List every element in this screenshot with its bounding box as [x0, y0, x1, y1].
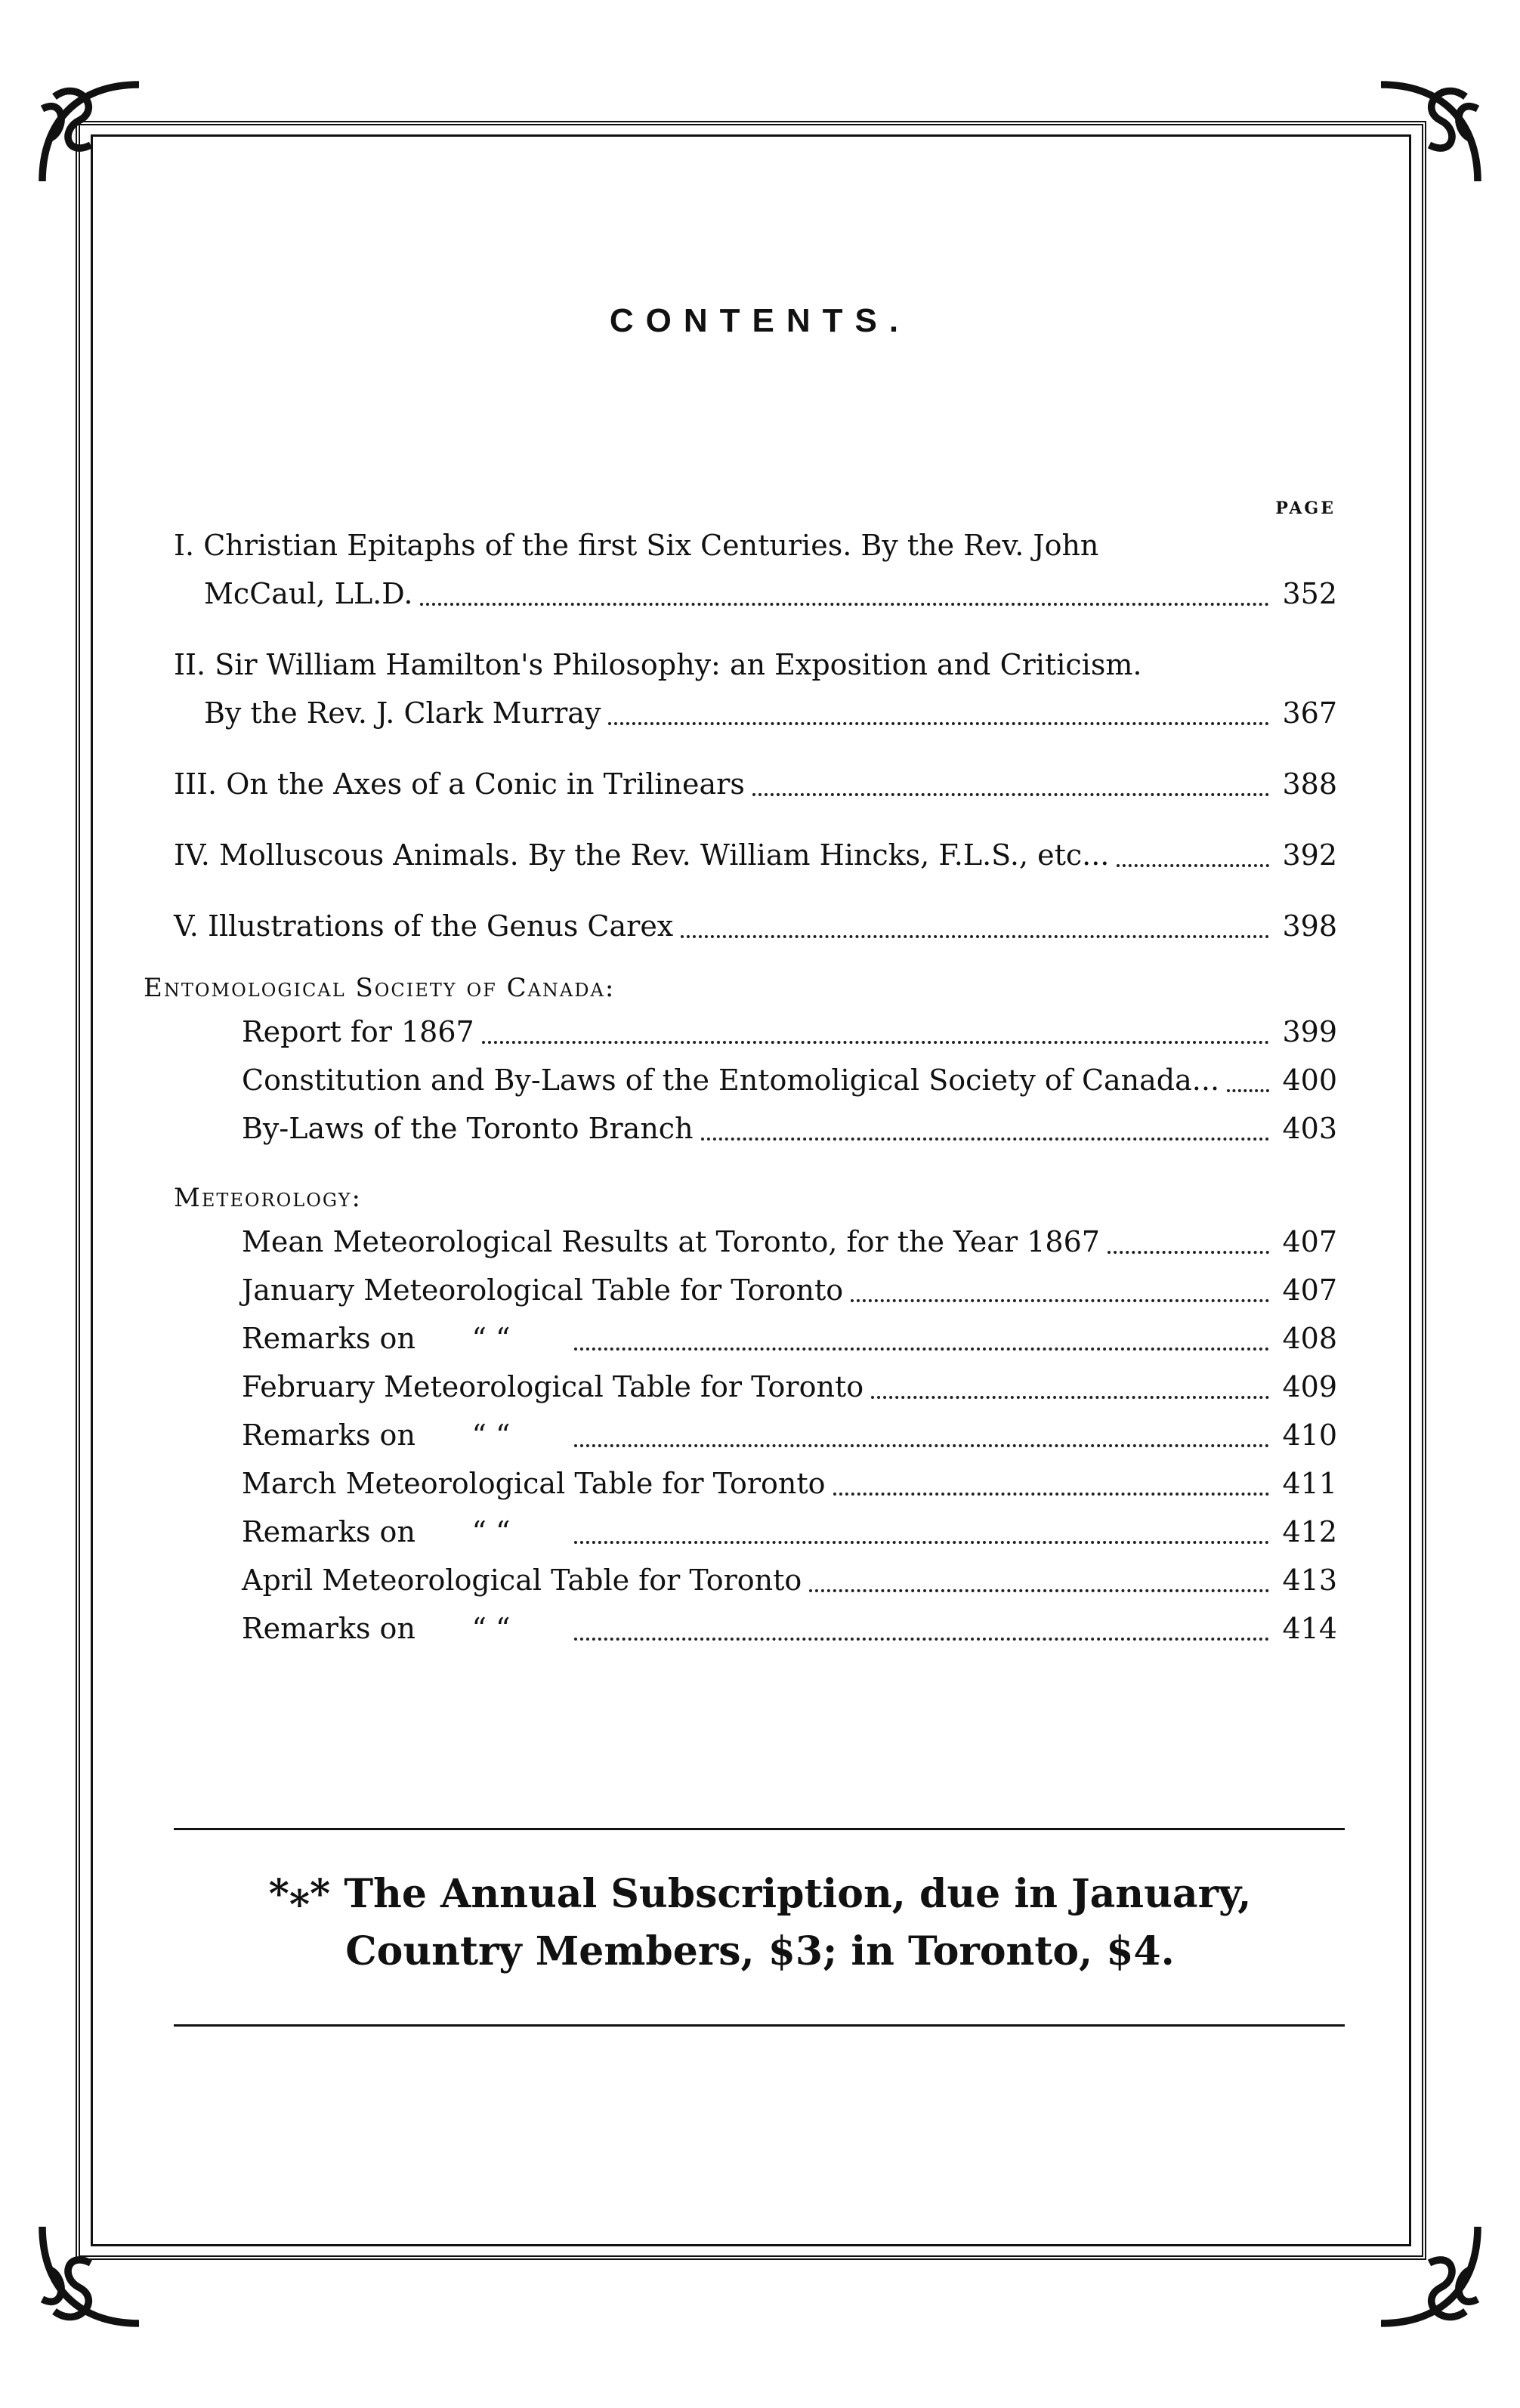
- toc-entry: [174, 831, 1337, 879]
- divider: [174, 1828, 1345, 1830]
- entry-title: February Meteorological Table for Toronto: [242, 1370, 864, 1403]
- entry-page: 414: [1282, 1612, 1337, 1645]
- entry-page: 398: [1282, 909, 1337, 943]
- entry-title: Constitution and By-Laws of the Entomoligical Society of Canada...: [242, 1064, 1220, 1097]
- toc-entry: [174, 1314, 1337, 1363]
- toc-entry: [174, 1266, 1337, 1314]
- entry-page: 403: [1282, 1112, 1337, 1145]
- entry-numeral: IV.: [174, 838, 210, 872]
- corner-ornament-icon: [30, 73, 151, 193]
- toc-entry: [174, 1604, 1337, 1653]
- ditto-marks: “ “: [471, 1515, 511, 1548]
- entry-title: April Meteorological Table for Toronto: [242, 1564, 802, 1597]
- entry-page: 413: [1282, 1564, 1337, 1597]
- entry-page: 410: [1282, 1419, 1337, 1452]
- toc-entry: [174, 1104, 1337, 1153]
- entry-page: 411: [1282, 1467, 1337, 1500]
- section-heading: Entomological Society of Canada:: [144, 973, 616, 1003]
- entry-page: 352: [1282, 577, 1337, 610]
- toc-entry: [174, 1363, 1337, 1411]
- toc-entry: [174, 641, 1337, 737]
- entry-title: Mean Meteorological Results at Toronto, for the Year 1867: [242, 1225, 1100, 1258]
- entry-title: Remarks on: [242, 1419, 416, 1452]
- toc-entry: [174, 760, 1337, 808]
- toc-entry: [174, 1411, 1337, 1459]
- ditto-marks: “ “: [471, 1612, 511, 1645]
- entry-title: Remarks on: [242, 1515, 416, 1548]
- entry-title: January Meteorological Table for Toronto: [242, 1273, 844, 1307]
- entry-numeral: V.: [174, 909, 199, 943]
- page-column-label: PAGE: [1275, 499, 1336, 518]
- entry-page: 367: [1282, 696, 1337, 730]
- toc-entry: [174, 521, 1337, 618]
- ditto-marks: “ “: [471, 1419, 511, 1452]
- notice-line: Country Members, $3; in Toronto, $4.: [345, 1928, 1175, 1974]
- entry-title: Molluscous Animals. By the Rev. William Hincks, F.L.S., etc...: [218, 838, 1110, 872]
- entry-title: March Meteorological Table for Toronto: [242, 1467, 826, 1500]
- entry-numeral: III.: [174, 767, 218, 801]
- toc-entry: [174, 1056, 1337, 1104]
- toc-entry: [174, 1008, 1337, 1056]
- entry-numeral: I.: [174, 529, 195, 562]
- ditto-marks: “ “: [471, 1322, 511, 1355]
- corner-ornament-icon: [1369, 2215, 1490, 2335]
- entry-title: Christian Epitaphs of the first Six Centuries. By the Rev. John: [203, 529, 1099, 562]
- entry-page: 407: [1282, 1225, 1337, 1258]
- entry-title-cont: McCaul, LL.D.: [204, 577, 413, 610]
- notice-line: *⁎* The Annual Subscription, due in January,: [268, 1871, 1252, 1917]
- toc-entry: [174, 1218, 1337, 1266]
- entry-title-cont: By the Rev. J. Clark Murray: [204, 696, 601, 730]
- entry-page: 392: [1282, 838, 1337, 872]
- entry-page: 412: [1282, 1515, 1337, 1548]
- entry-page: 400: [1282, 1064, 1337, 1097]
- entry-page: 409: [1282, 1370, 1337, 1403]
- entry-page: 399: [1282, 1015, 1337, 1048]
- entry-page: 388: [1282, 767, 1337, 801]
- toc-entry: [174, 1459, 1337, 1508]
- entry-title: Remarks on: [242, 1612, 416, 1645]
- toc-entry: [174, 902, 1337, 950]
- entry-title: On the Axes of a Conic in Trilinears: [226, 767, 745, 801]
- table-of-contents: [144, 521, 1337, 1653]
- corner-ornament-icon: [1369, 73, 1490, 193]
- entry-title: Report for 1867: [242, 1015, 474, 1048]
- entry-title: By-Laws of the Toronto Branch: [242, 1112, 694, 1145]
- divider: [174, 2024, 1345, 2027]
- entry-title: Sir William Hamilton's Philosophy: an Exposition and Criticism.: [215, 648, 1142, 681]
- page-title: CONTENTS.: [609, 302, 911, 339]
- entry-page: 407: [1282, 1273, 1337, 1307]
- entry-title: Illustrations of the Genus Carex: [207, 909, 674, 943]
- section-heading: Meteorology:: [174, 1183, 362, 1213]
- toc-entry: [174, 1508, 1337, 1556]
- entry-page: 408: [1282, 1322, 1337, 1355]
- corner-ornament-icon: [30, 2215, 151, 2335]
- entry-title: Remarks on: [242, 1322, 416, 1355]
- entry-numeral: II.: [174, 648, 206, 681]
- toc-entry: [174, 1556, 1337, 1604]
- subscription-notice: [0, 1866, 1520, 1980]
